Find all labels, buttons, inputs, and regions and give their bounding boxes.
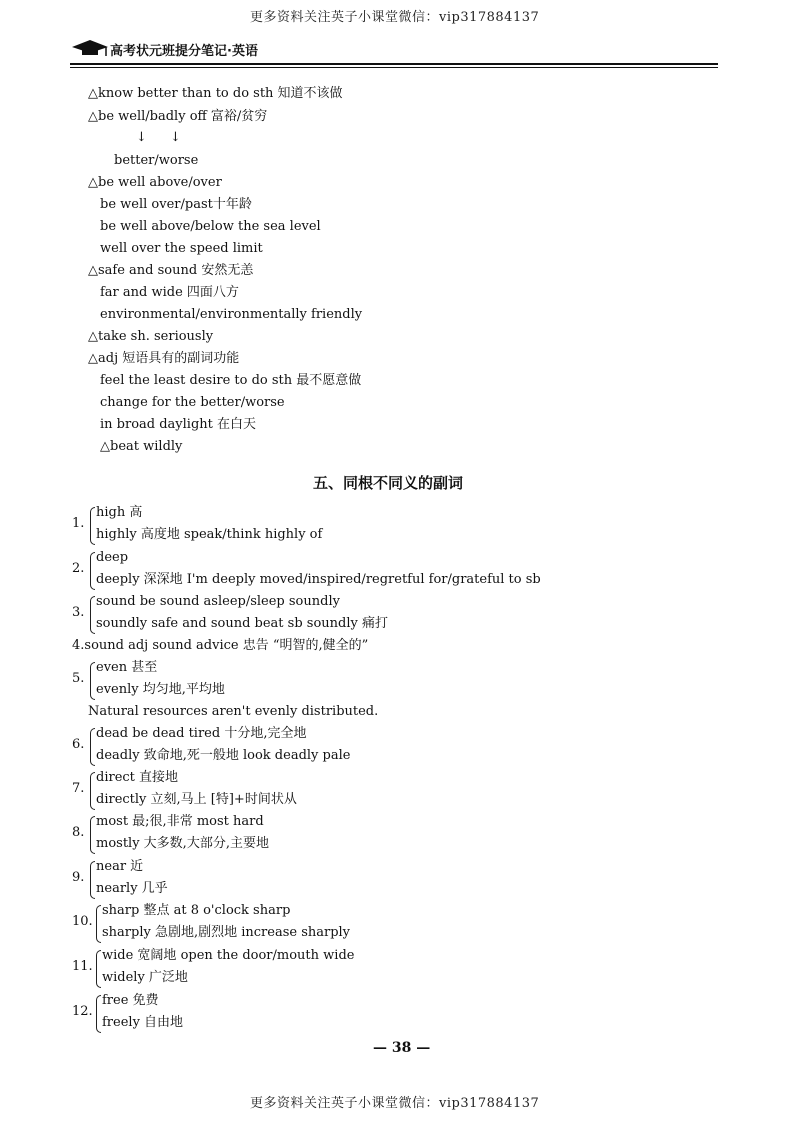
page-number: — 38 — xyxy=(373,1040,431,1056)
brace xyxy=(90,816,95,854)
text-line: △be well above/over xyxy=(88,175,222,190)
text-line: change for the better/worse xyxy=(100,395,285,410)
item-line-b: mostly 大多数,大部分,主要地 xyxy=(96,836,269,851)
text-line: △beat wildly xyxy=(100,439,183,454)
brace xyxy=(90,861,95,899)
item-number: 1. xyxy=(72,516,85,531)
section-title: 五、同根不同义的副词 xyxy=(313,474,464,492)
item-line-a: near 近 xyxy=(96,859,144,874)
item-line-a: wide 宽阔地 open the door/mouth wide xyxy=(102,948,355,963)
item-line-b: directly 立刻,马上 [特]+时间状从 xyxy=(96,792,297,807)
item-line-b: nearly 几乎 xyxy=(96,881,168,896)
item-line-b: soundly safe and sound beat sb soundly 痛打 xyxy=(96,616,388,631)
item-line-b: evenly 均匀地,平均地 xyxy=(96,682,225,697)
brace xyxy=(90,507,95,545)
text-line: △safe and sound 安然无恙 xyxy=(88,263,254,278)
item-line-b: freely 自由地 xyxy=(102,1015,184,1030)
item-number: 3. xyxy=(72,605,85,620)
item-number: 7. xyxy=(72,781,85,796)
header-title: 高考状元班提分笔记·英语 xyxy=(110,44,258,59)
text-line: environmental/environmentally friendly xyxy=(100,307,363,322)
item-number: 6. xyxy=(72,737,85,752)
text-line: △know better than to do sth 知道不该做 xyxy=(88,86,343,101)
item-number: 9. xyxy=(72,870,85,885)
text-line: △be well/badly off 富裕/贫穷 xyxy=(88,109,268,124)
item-line-a: free 免费 xyxy=(102,993,159,1008)
item-line-b: sharply 急剧地,剧烈地 increase sharply xyxy=(102,925,351,940)
text-line: be well above/below the sea level xyxy=(100,219,321,234)
item-line-b: deadly 致命地,死一般地 look deadly pale xyxy=(96,748,351,763)
brace xyxy=(96,950,101,988)
item-line-a: sharp 整点 at 8 o'clock sharp xyxy=(102,903,291,918)
text-line: in broad daylight 在白天 xyxy=(100,417,257,432)
item-line-a: even 甚至 xyxy=(96,660,158,675)
text-line: △adj 短语具有的副词功能 xyxy=(88,351,240,366)
item-number: 8. xyxy=(72,825,85,840)
text-line: well over the speed limit xyxy=(100,241,263,256)
text-line: be well over/past十年龄 xyxy=(100,197,252,212)
item-number: 12. xyxy=(72,1004,93,1019)
item-line-a: direct 直接地 xyxy=(96,770,179,785)
item-line-a: most 最;很,非常 most hard xyxy=(96,814,264,829)
item-number: 5. xyxy=(72,671,85,686)
brace xyxy=(90,552,95,590)
item-number: 11. xyxy=(72,959,93,974)
down-arrow-icon: ↓ xyxy=(136,130,147,145)
header-rule xyxy=(70,63,718,65)
text-line: △take sh. seriously xyxy=(88,329,214,344)
text-line: far and wide 四面八方 xyxy=(100,285,239,300)
item-line-a: dead be dead tired 十分地,完全地 xyxy=(96,726,307,741)
text-line: feel the least desire to do sth 最不愿意做 xyxy=(100,373,362,388)
item-line-b: highly 高度地 speak/think highly of xyxy=(96,527,323,542)
item-number: 2. xyxy=(72,561,85,576)
item-number: 10. xyxy=(72,914,93,929)
header-rule-thin xyxy=(70,67,718,68)
item-single xyxy=(72,638,368,654)
text-line: better/worse xyxy=(114,153,199,168)
brace xyxy=(96,905,101,943)
item-number: 4. xyxy=(72,638,85,653)
item-line-a: high 高 xyxy=(96,505,143,520)
example-sentence: Natural resources aren't evenly distributed. xyxy=(88,704,379,719)
down-arrow-icon: ↓ xyxy=(170,130,181,145)
item-line-b: deeply 深深地 I'm deeply moved/inspired/regretful for/grateful to sb xyxy=(96,572,541,587)
brace xyxy=(90,772,95,810)
watermark-top: 更多资料关注英子小课堂微信：vip317884137 xyxy=(250,10,540,25)
item-text: sound adj sound advice 忠告 “明智的,健全的” xyxy=(84,638,369,653)
brace xyxy=(90,662,95,700)
brace xyxy=(90,596,95,634)
brace xyxy=(90,728,95,766)
watermark-bottom: 更多资料关注英子小课堂微信：vip317884137 xyxy=(250,1096,540,1111)
brace xyxy=(96,995,101,1033)
item-line-a: deep xyxy=(96,550,129,565)
item-line-a: sound be sound asleep/sleep soundly xyxy=(96,594,340,609)
item-line-b: widely 广泛地 xyxy=(102,970,188,985)
graduation-cap-icon xyxy=(70,38,110,58)
